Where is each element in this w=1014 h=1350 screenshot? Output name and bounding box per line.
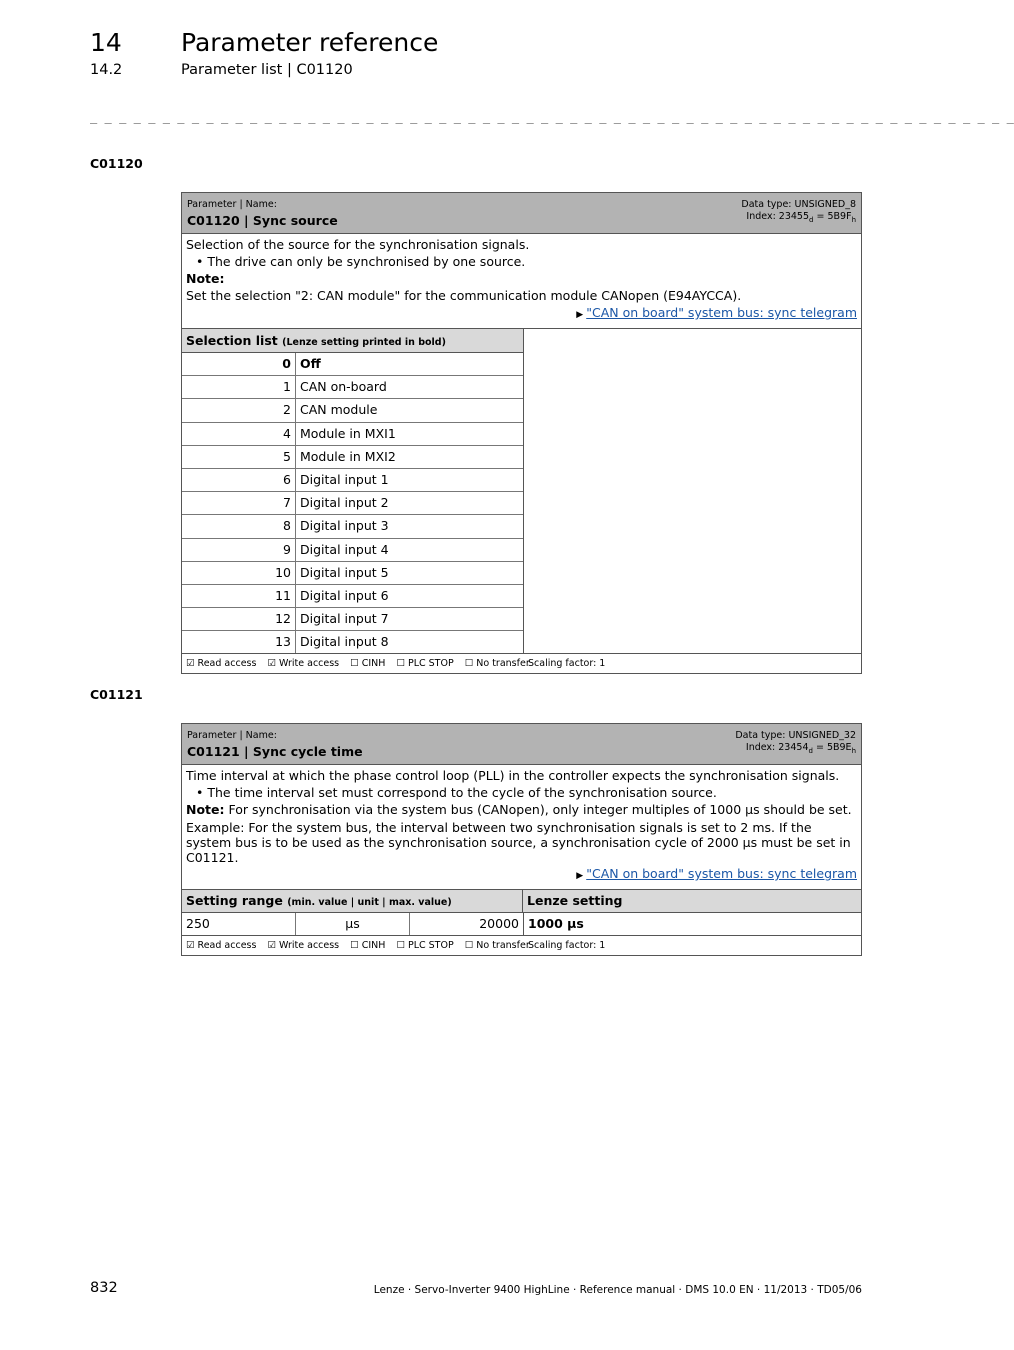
selection-list-header: Selection list (Lenze setting printed in bold) [182,329,523,353]
list-item: 7 Digital input 2 [182,492,523,515]
list-item: 12 Digital input 7 [182,608,523,631]
sync-telegram-link[interactable]: "CAN on board" system bus: sync telegram [586,866,857,881]
parameter-index: Index: $23454_d = 5B9E_h$ [745,742,856,755]
plc-stop-checkbox: ☐ PLC STOP [396,940,454,951]
parameter-label: Parameter | Name: [187,199,277,210]
parameter-name: C01120 | Sync source [187,213,338,228]
unit: µs [296,913,410,935]
no-transfer-checkbox: ☐ No transfer [464,940,530,951]
parameter-description [182,234,861,329]
parameter-index: Index: $23455_d = 5B9F_h$ [746,211,856,224]
scaling-factor: Scaling factor: 1 [528,658,606,670]
parameter-code-heading: C01120 [90,156,143,171]
parameter-table-c01121 [181,723,862,956]
list-item: 5 Module in MXI2 [182,446,523,469]
parameter-description [182,765,861,890]
read-access-checkbox: ☑ Read access [186,658,257,670]
chapter-title: Parameter reference [181,28,439,57]
description-text: Selection of the source for the synchronisation signals. [186,237,530,252]
cinh-checkbox: ☐ CINH [350,940,386,951]
scaling-factor: Scaling factor: 1 [528,940,606,951]
chapter-number: 14 [90,28,122,57]
section-title: Parameter list | C01120 [181,62,353,78]
link-row [186,865,857,885]
footer-text: Lenze · Servo-Inverter 9400 HighLine · Reference manual · DMS 10.0 EN · 11/2013 · TD05/06 [373,1284,862,1296]
parameter-table-c01120 [181,192,862,674]
example-text: Example: For the system bus, the interval between two synchronisation signals is set to 2 ms. If the system bus is to be used as the synchronisation source, a synchronisation cycle of 2000 µs must be set in C01121. [186,820,851,865]
parameter-code-heading: C01121 [90,687,143,702]
list-item: 1 CAN on-board [182,376,523,399]
list-item: 10 Digital input 5 [182,562,523,585]
list-item: 6 Digital input 1 [182,469,523,492]
plc-stop-checkbox: ☐ PLC STOP [396,658,454,670]
min-value: 250 [182,913,296,935]
access-footer [182,936,861,955]
selection-list [182,329,524,653]
link-row [186,304,857,324]
parameter-header [182,724,861,765]
list-item: 8 Digital input 3 [182,515,523,538]
read-access-checkbox: ☑ Read access [186,940,257,951]
dashed-divider: _ _ _ _ _ _ _ _ _ _ _ _ _ _ _ _ _ _ _ _ _ _ _ _ _ _ _ _ _ _ _ _ _ _ _ _ _ _ _ _ _ _ _ _ _ _ _ _ _ _ _ _ _ _ _ _ _ _ _ _ _ _ _ _ [90,110,1014,124]
write-access-checkbox: ☑ Write access [267,940,340,951]
access-footer [182,654,861,673]
section-number: 14.2 [90,62,123,78]
list-item: 11 Digital input 6 [182,585,523,608]
description-bullet: • The time interval set must correspond to the cycle of the synchronisation source. [196,785,717,800]
note-line [186,801,857,818]
page-number: 832 [90,1280,118,1296]
sync-telegram-link[interactable]: "CAN on board" system bus: sync telegram [586,305,857,320]
note-label: Note: [186,271,225,286]
note-text: Set the selection "2: CAN module" for the communication module CANopen (E94AYCCA). [186,288,742,303]
arrow-right-icon: ▶ [576,871,584,881]
parameter-header [182,193,861,234]
description-bullet: • The drive can only be synchronised by one source. [196,254,526,269]
note-text: For synchronisation via the system bus (CANopen), only integer multiples of 1000 µs should be set. [224,802,852,817]
note-label: Note: [186,802,225,817]
data-type: Data type: UNSIGNED_32 [735,730,856,741]
selection-list-area [182,329,861,654]
arrow-right-icon: ▶ [576,310,584,320]
description-text: Time interval at which the phase control loop (PLL) in the controller expects the synchronisation signals. [186,768,840,783]
empty-cell [524,329,861,653]
setting-range-label: Setting range (min. value | unit | max. value) [182,890,523,912]
list-item: 0 Off [182,353,523,376]
data-type: Data type: UNSIGNED_8 [741,199,856,210]
setting-range-row [182,913,861,936]
no-transfer-checkbox: ☐ No transfer [464,658,530,670]
parameter-name: C01121 | Sync cycle time [187,744,363,759]
list-item: 13 Digital input 8 [182,631,523,653]
max-value: 20000 [410,913,524,935]
parameter-label: Parameter | Name: [187,730,277,741]
lenze-setting-value: 1000 µs [528,916,584,931]
lenze-setting-label: Lenze setting [527,893,623,908]
cinh-checkbox: ☐ CINH [350,658,386,670]
setting-range-header [182,890,861,913]
write-access-checkbox: ☑ Write access [267,658,340,670]
list-item: 4 Module in MXI1 [182,423,523,446]
list-item: 9 Digital input 4 [182,539,523,562]
list-item: 2 CAN module [182,399,523,422]
